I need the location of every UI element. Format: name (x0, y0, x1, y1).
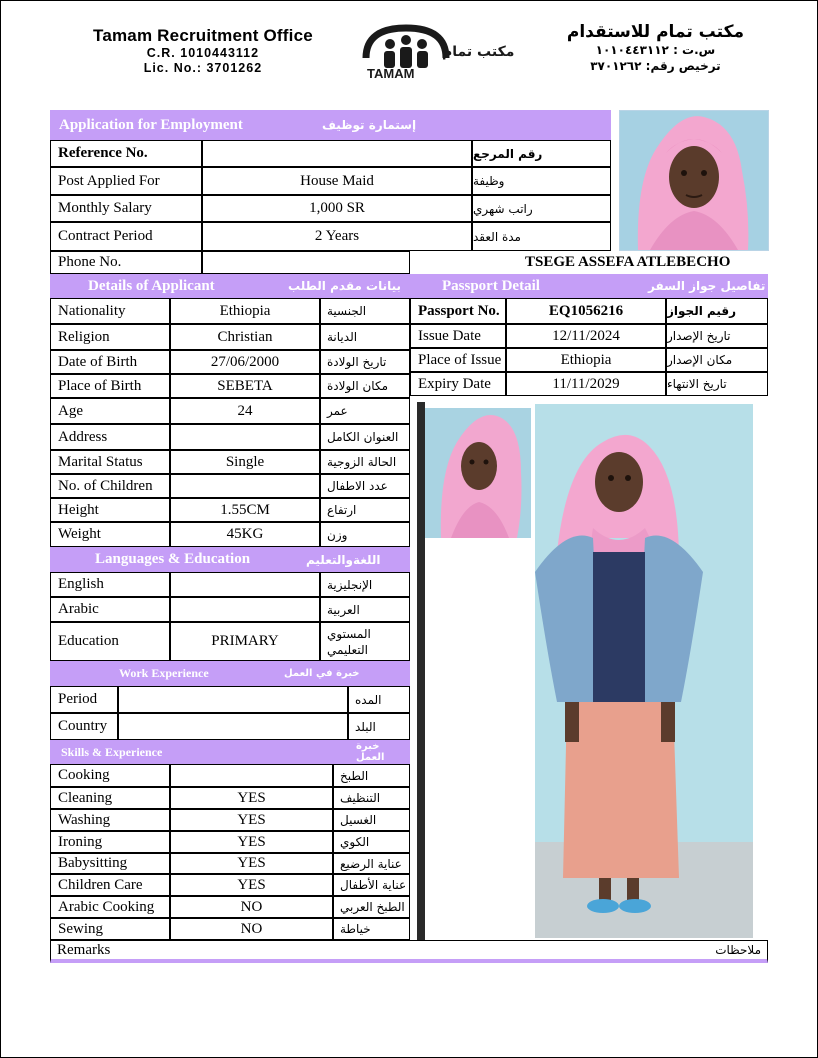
cr-number-ar: س.ت : ١٠١٠٤٤٣١١٢ (595, 43, 716, 57)
languages-english-label-ar: الإنجليزية (320, 572, 410, 597)
skills-washing-label: Washing (50, 809, 170, 831)
applicant-date-of-birth-label: Date of Birth (50, 350, 170, 374)
applicant-nationality-label-ar: الجنسية (320, 298, 410, 324)
passport-issue-date-value: 12/11/2024 (506, 324, 666, 348)
applicant-address-label-ar: العنوان الكامل (320, 424, 410, 450)
application-title-en: Application for Employment (59, 116, 243, 133)
applicant-title-bar (50, 274, 410, 298)
application-title-ar: إستمارة توظيف (322, 118, 417, 132)
languages-english-label: English (50, 572, 170, 597)
languages-title-en: Languages & Education (95, 551, 251, 567)
passport-expiry-date-label-ar: تاريخ الانتهاء (666, 372, 768, 396)
skills-babysitting-label: Babysitting (50, 853, 170, 874)
work-period-value (118, 686, 348, 713)
applicant-religion-label-ar: الديانة (320, 324, 410, 350)
applicant-marital-status-label-ar: الحالة الزوجية (320, 450, 410, 474)
languages-arabic-label: Arabic (50, 597, 170, 622)
applicant-height-value: 1.55CM (170, 498, 320, 522)
languages-education-value: PRIMARY (170, 622, 320, 661)
languages-education-label-ar: المستوي التعليمي (320, 622, 410, 661)
skills-washing-value: YES (170, 809, 333, 831)
applicant-place-of-birth-label-ar: مكان الولادة (320, 374, 410, 398)
applicant-marital-status-label: Marital Status (50, 450, 170, 474)
applicant-no-of-children-label: No. of Children (50, 474, 170, 498)
work-title-bar (50, 661, 410, 686)
skills-arabic-cooking-value: NO (170, 896, 333, 918)
skills-sewing-label: Sewing (50, 918, 170, 940)
passport-passport-no-value: EQ1056216 (506, 298, 666, 324)
applicant-address-label: Address (50, 424, 170, 450)
passport-title-bar (410, 274, 768, 298)
skills-cleaning-value: YES (170, 787, 333, 809)
skills-washing-label-ar: الغسيل (333, 809, 410, 831)
skills-babysitting-label-ar: عناية الرضيع (333, 853, 410, 874)
application-reference-no-label-ar: رقم المرجع (472, 140, 611, 167)
applicant-place-of-birth-label: Place of Birth (50, 374, 170, 398)
applicant-marital-status-value: Single (170, 450, 320, 474)
skills-sewing-value: NO (170, 918, 333, 940)
applicant-height-label-ar: ارتفاع (320, 498, 410, 522)
company-header-ar (567, 22, 744, 74)
application-monthly-salary-label-ar: راتب شهري (472, 195, 611, 222)
applicant-nationality-label: Nationality (50, 298, 170, 324)
phone-label: Phone No. (50, 251, 202, 274)
skills-children-care-label-ar: عناية الأطفال (333, 874, 410, 896)
application-reference-no-value (202, 140, 472, 167)
applicant-full-photo (417, 402, 757, 940)
languages-title-bar (50, 547, 410, 572)
remarks-row (50, 940, 768, 963)
passport-place-of-issue-value: Ethiopia (506, 348, 666, 372)
skills-arabic-cooking-label: Arabic Cooking (50, 896, 170, 918)
remarks-label: Remarks (57, 941, 111, 958)
applicant-weight-value: 45KG (170, 522, 320, 547)
applicant-no-of-children-label-ar: عدد الاطفال (320, 474, 410, 498)
applicant-full-name (410, 251, 768, 274)
company-name-en: Tamam Recruitment Office (93, 26, 313, 45)
applicant-weight-label-ar: وزن (320, 522, 410, 547)
application-reference-no-label: Reference No. (50, 140, 202, 167)
applicant-nationality-value: Ethiopia (170, 298, 320, 324)
phone-value (202, 251, 410, 274)
skills-cleaning-label: Cleaning (50, 787, 170, 809)
company-logo (364, 22, 515, 82)
work-country-label: Country (50, 713, 118, 740)
passport-passport-no-label-ar: رقيم الجواز (666, 298, 768, 324)
application-contract-period-label-ar: مدة العقد (472, 222, 611, 251)
skills-ironing-value: YES (170, 831, 333, 853)
passport-place-of-issue-label-ar: مكان الإصدار (666, 348, 768, 372)
skills-title-ar: خبرة العمل (356, 741, 385, 763)
applicant-title-en: Details of Applicant (88, 277, 215, 294)
skills-children-care-label: Children Care (50, 874, 170, 896)
skills-cooking-label: Cooking (50, 764, 170, 787)
applicant-title-ar: بيانات مقدم الطلب (288, 279, 402, 293)
skills-sewing-label-ar: خياطة (333, 918, 410, 940)
languages-education-label: Education (50, 622, 170, 661)
work-period-label-ar: المده (348, 686, 410, 713)
passport-issue-date-label-ar: تاريخ الإصدار (666, 324, 768, 348)
application-contract-period-value: 2 Years (202, 222, 472, 251)
skills-title-en: Skills & Experience (61, 744, 163, 759)
applicant-address-value (170, 424, 320, 450)
applicant-place-of-birth-value: SEBETA (170, 374, 320, 398)
application-post-applied-for-value: House Maid (202, 167, 472, 195)
application-contract-period-label: Contract Period (50, 222, 202, 251)
passport-passport-no-label: Passport No. (410, 298, 506, 324)
logo-text-en: TAMAM (367, 66, 415, 81)
languages-arabic-value (170, 597, 320, 622)
applicant-weight-label: Weight (50, 522, 170, 547)
applicant-religion-value: Christian (170, 324, 320, 350)
languages-title-ar: اللغةوالتعليم (306, 552, 381, 567)
skills-title-bar (50, 740, 410, 764)
applicant-age-value: 24 (170, 398, 320, 424)
company-name-ar: مكتب تمام للاستقدام (566, 22, 744, 42)
application-post-applied-for-label-ar: وظيفة (472, 167, 611, 195)
work-period-label: Period (50, 686, 118, 713)
skills-cleaning-label-ar: التنظيف (333, 787, 410, 809)
applicant-age-label: Age (50, 398, 170, 424)
applicant-date-of-birth-value: 27/06/2000 (170, 350, 320, 374)
application-monthly-salary-label: Monthly Salary (50, 195, 202, 222)
passport-expiry-date-label: Expiry Date (410, 372, 506, 396)
work-title-ar: خبرة في العمل (284, 668, 360, 679)
languages-arabic-label-ar: العربية (320, 597, 410, 622)
application-monthly-salary-value: 1,000 SR (202, 195, 472, 222)
logo-text-ar: مكتب تمام (442, 44, 515, 60)
application-title-bar (50, 110, 611, 140)
skills-ironing-label-ar: الكوي (333, 831, 410, 853)
work-country-value (118, 713, 348, 740)
skills-babysitting-value: YES (170, 853, 333, 874)
applicant-height-label: Height (50, 498, 170, 522)
applicant-age-label-ar: عمر (320, 398, 410, 424)
passport-title-ar: تفاصيل جواز السفر (648, 279, 766, 293)
applicant-headshot (619, 110, 769, 251)
passport-issue-date-label: Issue Date (410, 324, 506, 348)
skills-cooking-value (170, 764, 333, 787)
license-number-en: Lic. No.: 3701262 (143, 61, 263, 75)
applicant-no-of-children-value (170, 474, 320, 498)
languages-english-value (170, 572, 320, 597)
skills-arabic-cooking-label-ar: الطبخ العربي (333, 896, 410, 918)
full-name-text: TSEGE ASSEFA ATLEBECHO (525, 254, 731, 270)
work-title-en: Work Experience (119, 666, 209, 680)
application-post-applied-for-label: Post Applied For (50, 167, 202, 195)
skills-cooking-label-ar: الطبخ (333, 764, 410, 787)
skills-children-care-value: YES (170, 874, 333, 896)
license-number-ar: ترخيص رقم: ٣٧٠١٢٦٢ (590, 59, 721, 73)
passport-expiry-date-value: 11/11/2029 (506, 372, 666, 396)
remarks-label-ar: ملاحظات (715, 943, 761, 957)
skills-ironing-label: Ironing (50, 831, 170, 853)
company-header-en (93, 26, 313, 76)
applicant-date-of-birth-label-ar: تاريخ الولادة (320, 350, 410, 374)
passport-title-en: Passport Detail (442, 277, 540, 294)
passport-place-of-issue-label: Place of Issue (410, 348, 506, 372)
cr-number-en: C.R. 1010443112 (146, 46, 260, 60)
work-country-label-ar: البلد (348, 713, 410, 740)
applicant-religion-label: Religion (50, 324, 170, 350)
